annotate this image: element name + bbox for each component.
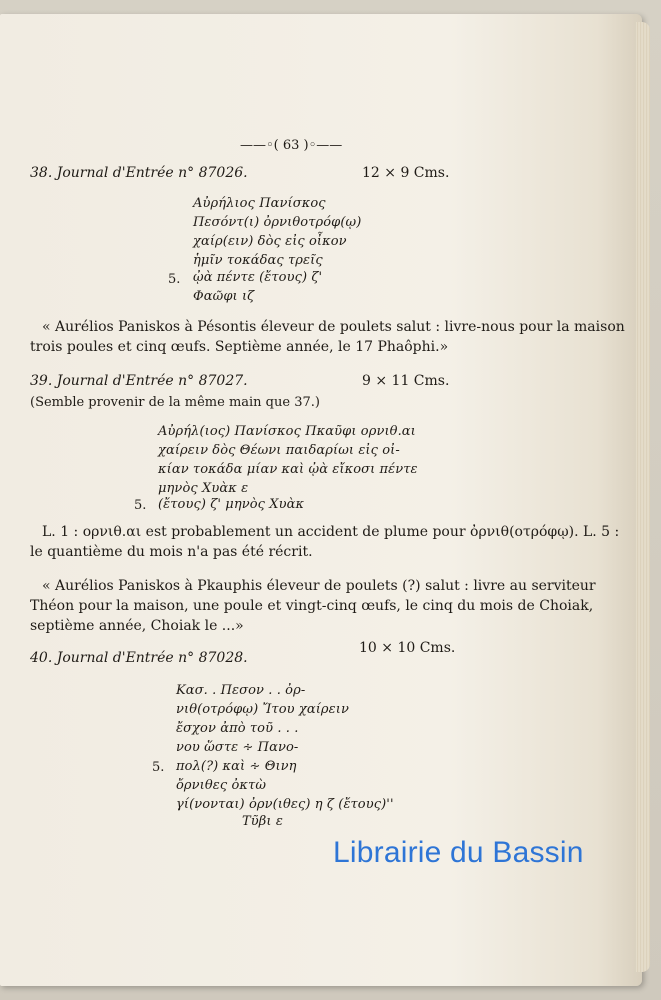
entry-38-greek-line-3: χαίρ(ειν) δὸς εἰς οἶκον bbox=[193, 234, 347, 249]
entry-40-greek-line-1: Κασ. . Πεσον . . ὀρ- bbox=[176, 683, 306, 698]
entry-38-translation-line-2: trois poules et cinq œufs. Septième année, le 17 Phaôphi.» bbox=[30, 339, 449, 355]
entry-40-greek-line-6: ὄρνιθες ὀκτὼ bbox=[176, 778, 267, 793]
entry-40-greek-line-3: ἔσχον ἀπὸ τοῦ . . . bbox=[176, 721, 299, 736]
entry-40-greek-line-8: Τῦβι ε bbox=[242, 814, 283, 829]
entry-40-dimensions: 10 × 10 Cms. bbox=[359, 640, 456, 656]
entry-39-translation-line-3: septième année, Choiak le ...» bbox=[30, 618, 244, 634]
page-number: ——◦( 63 )◦—— bbox=[240, 138, 343, 153]
entry-39-translation-line-1: « Aurélios Paniskos à Pkauphis éleveur de poulets (?) salut : livre au serviteur bbox=[42, 578, 596, 594]
entry-38-title: 38. Journal d'Entrée n° 87026. bbox=[30, 165, 248, 181]
entry-39-greek-line-4: μηνὸς Χυὰκ ε bbox=[158, 481, 249, 496]
entry-39-commentary-line-1: L. 1 : ορνιθ.αι est probablement un accident de plume pour ὀρνιθ(οτρόφῳ). L. 5 : bbox=[42, 524, 620, 540]
entry-38-greek-line-2: Πεσόντ(ι) ὀρνιθοτρόφ(ῳ) bbox=[193, 215, 362, 230]
entry-39-note: (Semble provenir de la même main que 37.) bbox=[30, 395, 320, 410]
watermark-text: Librairie du Bassin bbox=[333, 836, 584, 869]
entry-40-greek-line-7: γί(νονται) ὀρν(ιθες) η ζ (ἔτους)'' bbox=[176, 797, 394, 812]
entry-40-greek-line-4: νου ὥστε ∻ Πανο- bbox=[176, 740, 299, 755]
entry-39-translation-line-2: Théon pour la maison, une poule et vingt-cinq œufs, le cinq du mois de Choiak, bbox=[30, 598, 594, 614]
entry-39-greek-line-5: (ἔτους) ζ' μηνὸς Χυὰκ bbox=[158, 497, 305, 512]
entry-39-line-number-5: 5. bbox=[134, 498, 147, 513]
entry-38-greek-line-6: Φαῶφι ιζ bbox=[193, 289, 255, 304]
entry-38-greek-line-5: ᾠὰ πέντε (ἔτους) ζ' bbox=[193, 270, 323, 285]
entry-39-greek-line-3: κίαν τοκάδα μίαν καὶ ᾠὰ εἴκοσι πέντε bbox=[158, 462, 418, 477]
entry-38-greek-line-4: ἡμῖν τοκάδας τρεῖς bbox=[193, 253, 323, 268]
entry-38-greek-line-1: Αὐρήλιος Πανίσκος bbox=[193, 196, 326, 211]
entry-40-greek-line-5: πολ(?) καὶ ∻ Θινη bbox=[176, 759, 297, 774]
entry-38-translation-line-1: « Aurélios Paniskos à Pésontis éleveur de poulets salut : livre-nous pour la maison bbox=[42, 319, 625, 335]
entry-40-title: 40. Journal d'Entrée n° 87028. bbox=[30, 650, 248, 666]
entry-40-greek-line-2: νιθ(οτρόφῳ) Ἴτου χαίρειν bbox=[176, 702, 349, 717]
entry-38-line-number-5: 5. bbox=[168, 272, 181, 287]
entry-39-greek-line-1: Αὐρήλ(ιος) Πανίσκος Πκαῦφι ορνιθ.αι bbox=[158, 424, 416, 439]
entry-40-line-number-5: 5. bbox=[152, 760, 165, 775]
entry-39-greek-line-2: χαίρειν δὸς Θέωνι παιδαρίωι εἰς οἰ- bbox=[158, 443, 400, 458]
entry-39-dimensions: 9 × 11 Cms. bbox=[362, 373, 450, 389]
entry-39-title: 39. Journal d'Entrée n° 87027. bbox=[30, 373, 248, 389]
entry-38-dimensions: 12 × 9 Cms. bbox=[362, 165, 450, 181]
entry-39-commentary-line-2: le quantième du mois n'a pas été récrit. bbox=[30, 544, 313, 560]
